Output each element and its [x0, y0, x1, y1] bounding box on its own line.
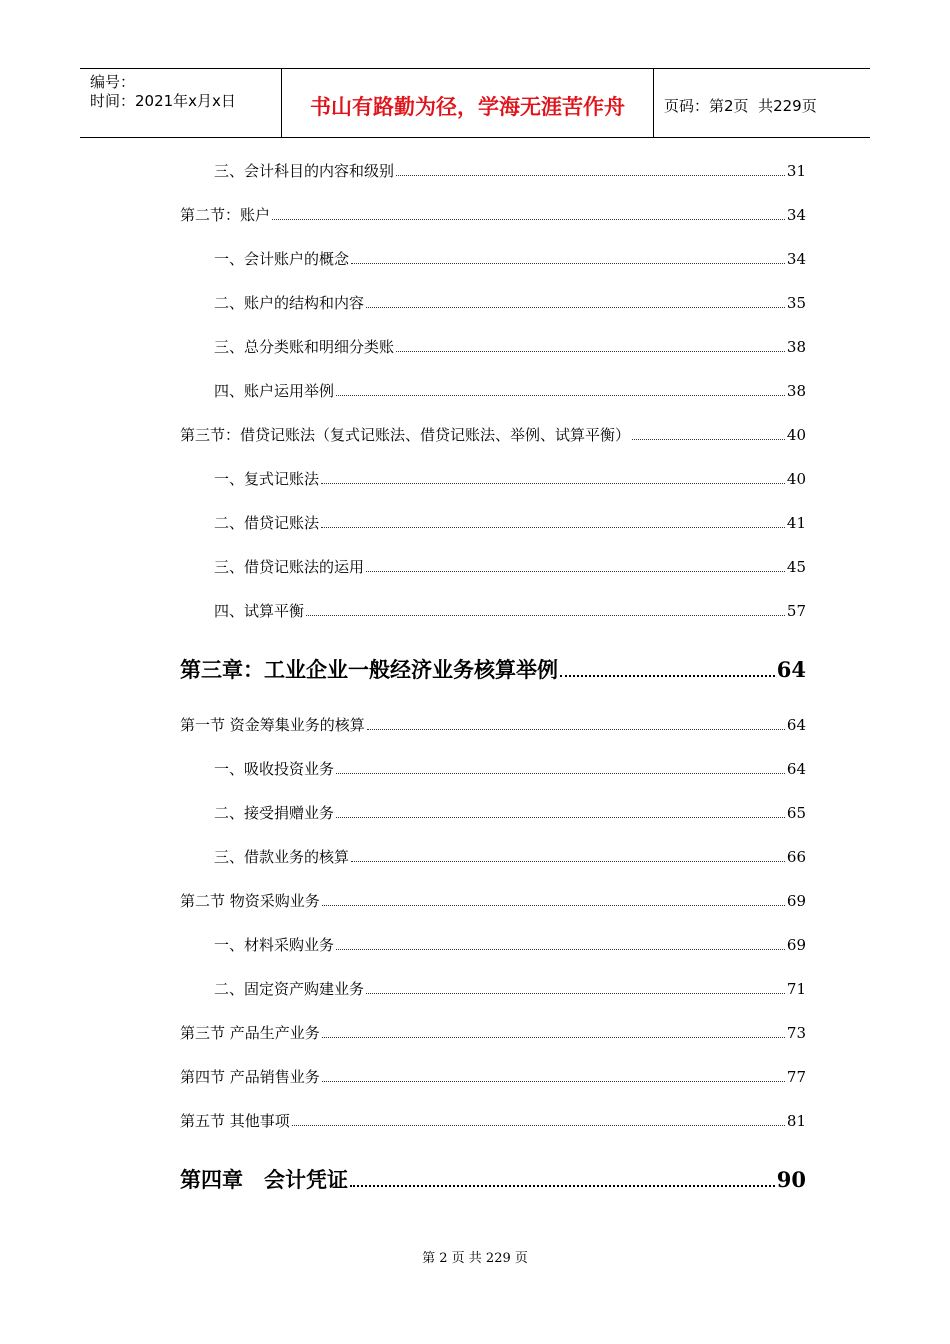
toc-entry[interactable] — [214, 802, 806, 823]
toc-leader-dots — [322, 1080, 785, 1082]
toc-entry-page: 69 — [786, 892, 806, 910]
toc-entry-title: 三、总分类账和明细分类账 — [214, 338, 395, 356]
toc-entry-page: 35 — [786, 294, 806, 312]
toc-leader-dots — [396, 174, 785, 176]
toc-entry-page: 34 — [786, 250, 806, 268]
toc-entry-page: 77 — [786, 1068, 806, 1086]
toc-leader-dots — [366, 992, 785, 994]
toc-entry-title: 第二节 物资采购业务 — [180, 892, 320, 910]
toc-entry-page: 69 — [786, 936, 806, 954]
toc-entry-page: 73 — [786, 1024, 806, 1042]
toc-entry-page: 57 — [786, 602, 806, 620]
toc-entry[interactable] — [180, 1110, 806, 1131]
toc-leader-dots — [350, 1184, 775, 1187]
toc-entry-title: 二、借贷记账法 — [214, 514, 320, 532]
document-number-label: 编号： — [90, 73, 136, 91]
toc-entry[interactable] — [214, 600, 806, 621]
toc-entry-page: 40 — [786, 470, 806, 488]
page-footer: 第 2 页 共 229 页 — [422, 1251, 528, 1266]
toc-entry-title: 一、吸收投资业务 — [214, 760, 335, 778]
toc-entry-title: 第三节 产品生产业务 — [180, 1024, 320, 1042]
toc-leader-dots — [336, 948, 785, 950]
toc-entry-page: 71 — [786, 980, 806, 998]
toc-entry[interactable] — [214, 556, 806, 577]
document-date-label: 时间：2021年x月x日 — [90, 92, 236, 110]
toc-entry-title: 第五节 其他事项 — [180, 1112, 290, 1130]
toc-entry[interactable] — [214, 758, 806, 779]
toc-leader-dots — [336, 772, 785, 774]
toc-leader-dots — [321, 482, 785, 484]
toc-chapter-entry[interactable] — [180, 654, 806, 684]
toc-chapter-page: 64 — [776, 657, 806, 682]
toc-entry-title: 四、账户运用举例 — [214, 382, 335, 400]
toc-leader-dots — [367, 728, 785, 730]
toc-entry[interactable] — [214, 336, 806, 357]
toc-entry[interactable] — [180, 424, 806, 445]
toc-chapter-page: 90 — [776, 1167, 806, 1192]
toc-entry[interactable] — [214, 846, 806, 867]
toc-entry-title: 三、借贷记账法的运用 — [214, 558, 365, 576]
toc-leader-dots — [336, 394, 785, 396]
toc-leader-dots — [632, 438, 785, 440]
toc-entry-page: 41 — [786, 514, 806, 532]
toc-entry-page: 40 — [786, 426, 806, 444]
toc-entry-title: 三、借款业务的核算 — [214, 848, 350, 866]
toc-leader-dots — [292, 1124, 785, 1126]
toc-entry[interactable] — [180, 714, 806, 735]
toc-entry-title: 三、会计科目的内容和级别 — [214, 162, 395, 180]
toc-entry-page: 64 — [786, 716, 806, 734]
toc-entry[interactable] — [214, 512, 806, 533]
toc-leader-dots — [366, 306, 785, 308]
toc-leader-dots — [351, 860, 785, 862]
toc-entry[interactable] — [180, 1022, 806, 1043]
toc-leader-dots — [321, 526, 785, 528]
toc-leader-dots — [272, 218, 785, 220]
toc-leader-dots — [306, 614, 785, 616]
toc-entry[interactable] — [214, 978, 806, 999]
toc-leader-dots — [336, 816, 785, 818]
toc-entry-page: 45 — [786, 558, 806, 576]
toc-leader-dots — [322, 904, 785, 906]
toc-chapter-entry[interactable] — [180, 1164, 806, 1194]
toc-chapter-title: 第三章：工业企业一般经济业务核算举例 — [180, 657, 558, 682]
toc-entry-title: 一、会计账户的概念 — [214, 250, 350, 268]
toc-entry-title: 第四节 产品销售业务 — [180, 1068, 320, 1086]
header-page-info: 页码：第2页 共229页 — [664, 97, 817, 115]
toc-entry[interactable] — [214, 468, 806, 489]
toc-entry-page: 31 — [786, 162, 806, 180]
toc-entry[interactable] — [214, 248, 806, 269]
toc-leader-dots — [351, 262, 785, 264]
toc-entry[interactable] — [180, 1066, 806, 1087]
toc-entry-page: 81 — [786, 1112, 806, 1130]
toc-entry-page: 38 — [786, 338, 806, 356]
toc-entry-title: 二、账户的结构和内容 — [214, 294, 365, 312]
toc-entry-page: 66 — [786, 848, 806, 866]
toc-entry-title: 第三节：借贷记账法（复式记账法、借贷记账法、举例、试算平衡） — [180, 426, 631, 444]
toc-entry[interactable] — [180, 204, 806, 225]
toc-entry-title: 一、复式记账法 — [214, 470, 320, 488]
toc-chapter-title: 第四章 会计凭证 — [180, 1167, 348, 1192]
toc-entry-title: 四、试算平衡 — [214, 602, 305, 620]
toc-entry[interactable] — [214, 292, 806, 313]
toc-entry[interactable] — [214, 934, 806, 955]
toc-entry-title: 二、接受捐赠业务 — [214, 804, 335, 822]
toc-leader-dots — [560, 674, 775, 677]
toc-entry-title: 二、固定资产购建业务 — [214, 980, 365, 998]
toc-entry[interactable] — [214, 160, 806, 181]
toc-entry-page: 34 — [786, 206, 806, 224]
header-motto: 书山有路勤为径，学海无涯苦作舟 — [310, 95, 625, 119]
toc-entry[interactable] — [180, 890, 806, 911]
toc-entry-title: 第二节：账户 — [180, 206, 271, 224]
toc-leader-dots — [366, 570, 785, 572]
toc-leader-dots — [396, 350, 785, 352]
toc-entry-title: 一、材料采购业务 — [214, 936, 335, 954]
toc-entry-page: 64 — [786, 760, 806, 778]
toc-entry-title: 第一节 资金筹集业务的核算 — [180, 716, 365, 734]
toc-entry-page: 38 — [786, 382, 806, 400]
toc-entry[interactable] — [214, 380, 806, 401]
toc-leader-dots — [322, 1036, 785, 1038]
toc-entry-page: 65 — [786, 804, 806, 822]
